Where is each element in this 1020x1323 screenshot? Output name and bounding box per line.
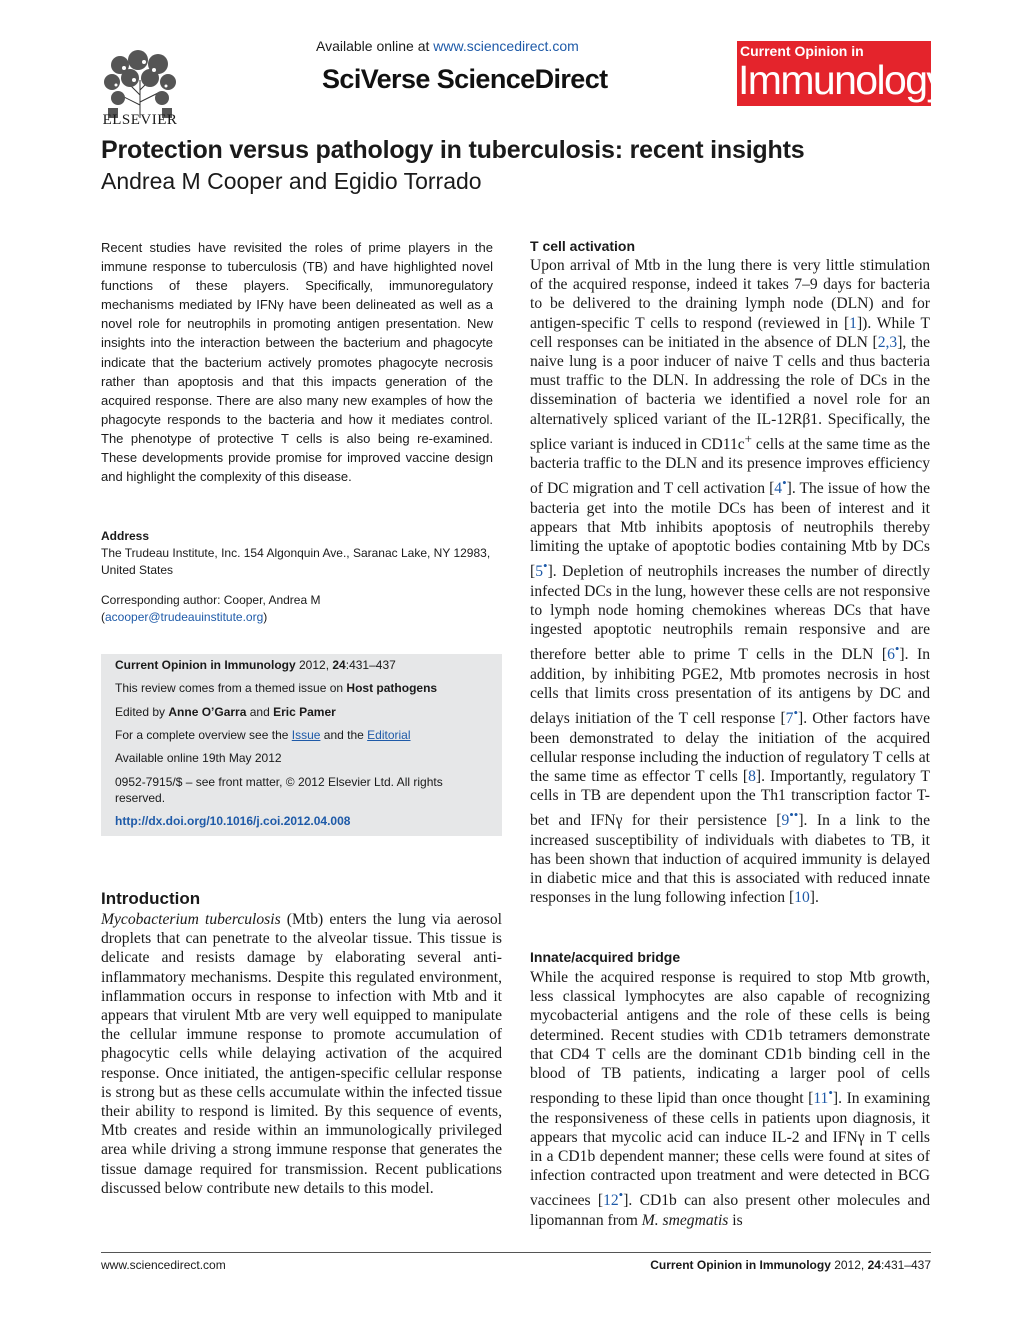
ref-link[interactable]: 9 [781, 812, 790, 830]
ref-link[interactable]: 8 [748, 768, 756, 786]
tcell-text: Upon arrival of Mtb in the lung there is very little stimulation of the acquired response, indeed it takes 7–9 days for bacteria to be delivered to the draining lymph node (DLN) and for antigen-specific T cells to respond (reviewed in [1]). While T cell responses can be initiated in the absence of DLN [2,3], the naive lung is a poor inducer of naive T cells and thus bacteria must traffic to the DLN. In addressing the role of DCs in the dissemination of bacteria we identified a novel role for an alternatively spliced variant of the IL-12Rβ1. Specifically, the splice variant is induced in CD11c+ cells at the same time as the bacteria traffic to the DLN and its presence improves efficiency of DC migration and T cell activation [4•]. The issue of how the bacteria get into the motile DCs has been of interest and it appears that Mtb inhibits apoptosis of neutrophils thereby limiting the uptake of apoptotic bodies containing Mtb by DCs [5•]. Depletion of neutrophils increases the number of directly infected DCs in the lung, however these cells are not responsive to lymph node homing chemokines whereas DCs that have ingested apoptotic neutrophils remain responsive and are therefore better able to prime T cells in the DLN [6•]. In addition, by inhibiting PGE2, Mtb promotes necrosis in host cells that limits cross presentation of its antigens by DC and delays initiation of the T cell response [7•]. Other factors have been demonstrated to delay the initiation of the acquired cellular response including the induction of regulatory T cells at the same time as effector T cells [8]. Importantly, regulatory T cells in TB are dependent upon the Th1 transcription factor T-bet and IFNγ for their persistence [9••]. In a link to the increased susceptibility of individuals with diabetes to TB, it has been shown that induction of acquired immunity is delayed in diabetic mice and that this is associated with reduced innate responses in the lung following infection [10]. [530, 257, 931, 907]
ref-link[interactable]: 6 [887, 646, 895, 664]
available-online: Available online at www.sciencedirect.com [316, 38, 579, 54]
introduction-heading: Introduction [101, 889, 201, 908]
article-authors: Andrea M Cooper and Egidio Torrado [101, 168, 482, 194]
footer-divider [101, 1252, 931, 1253]
journal-banner [737, 41, 946, 106]
tcell-heading: T cell activation [530, 238, 636, 254]
ref-link[interactable]: 10 [794, 889, 810, 907]
overview-line: For a complete overview see the Issue and the Editorial [115, 728, 411, 742]
ref-link[interactable]: 4 [774, 480, 783, 498]
platform-name: SciVerse ScienceDirect [322, 64, 608, 94]
ref-link[interactable]: 7 [785, 710, 794, 728]
author-email-link[interactable]: acooper@trudeauinstitute.org [105, 609, 264, 624]
publisher-name: ELSEVIER [102, 112, 178, 128]
sciencedirect-link[interactable]: www.sciencedirect.com [433, 38, 579, 54]
footer-url: www.sciencedirect.com [101, 1258, 226, 1272]
address-text: The Trudeau Institute, Inc. 154 Algonquin Ave., Saranac Lake, NY 12983, United States [101, 546, 491, 577]
corresponding-label: Corresponding author: Cooper, Andrea M [101, 593, 321, 607]
ref-link[interactable]: 11 [813, 1090, 829, 1108]
journal-series: Current Opinion in [740, 43, 864, 59]
innate-text: While the acquired response is required to stop Mtb growth, less classical lymphocytes are also capable of recognizing mycobacterial antigens and the role of these cells is being determined. Recent studies with CD1b tetramers demonstrate that CD4 T cells are the dominant CD1b binding cell in the blood of TB patients, indicating a larger pool of cells responding to these lipid than once thought [11•]. In examining the responsiveness of these cells in patients upon diagnosis, it appears that mycolic acid can induce IL-2 and IFNγ in T cells in a CD1b dependent manner; these cells were found at sites of infection contracted upon treatment and were detected in BCG vaccinees [12•]. CD1b can also present other molecules and lipomannan from M. smegmatis is [530, 969, 930, 1229]
article-title: Protection versus pathology in tuberculosis: recent insights [101, 136, 805, 164]
themed-issue-line: This review comes from a themed issue on Host pathogens [115, 681, 438, 695]
editors-line: Edited by Anne O’Garra and Eric Pamer [115, 705, 336, 719]
footer-citation: Current Opinion in Immunology 2012, 24:431–437 [650, 1258, 931, 1272]
innate-heading: Innate/acquired bridge [530, 949, 681, 965]
issue-link[interactable]: Issue [291, 728, 321, 742]
ref-link[interactable]: 1 [849, 314, 857, 332]
address-heading: Address [101, 529, 150, 543]
ref-link[interactable]: 12 [603, 1192, 619, 1210]
abstract: Recent studies have revisited the roles of prime players in the immune response to tuberculosis (TB) and have highlighted novel functions of these players. Specifically, immunoregulatory mechanisms mediated by IFNγ have been delineated as well as a novel role for neutrophils in promoting antigen presentation. New insights into the interaction between the bacterium and phagocyte indicate that the bacterium actively promotes phagocyte necrosis rather than apoptosis and that this impacts generation of the acquired response. There are also many new examples of how the phagocyte responds to the bacteria and how it mediates control. The phenotype of protective T cells is also being re-examined. These developments provide promise for improved vaccine design and highlight the complexity of this disease. [101, 240, 493, 485]
ref-link[interactable]: 5 [535, 563, 543, 581]
ref-link[interactable]: 2,3 [877, 333, 898, 351]
article-info-box [101, 654, 502, 836]
doi-link[interactable]: http://dx.doi.org/10.1016/j.coi.2012.04.008 [115, 814, 351, 828]
corresponding-author: Corresponding author: Cooper, Andrea M (acooper@trudeauinstitute.org) [101, 592, 501, 625]
introduction-text: Mycobacterium tuberculosis (Mtb) enters the lung via aerosol droplets that can penetrate to the alveolar tissue. This tissue is delicate and resists damage by elaborating several anti-inflammatory mechanisms. Despite this regulated environment, inflammation occurs in response to infection with Mtb and it appears that virulent Mtb are very well equipped to manipulate the cellular immune response to promote accumulation of phagocytic cells while delaying activation of the acquired response. Once initiated, the antigen-specific cellular response is strong but as these cells accumulate within the infected tissue their ability to respond is limited. By this sequence of events, Mtb creates and reside within an immunologically privileged area while driving a strong immune response that generates the tissue damage required for transmission. Recent publications discussed below contribute new details to this model. [101, 911, 502, 1197]
editorial-link[interactable]: Editorial [367, 728, 411, 742]
rights-line: 0952-7915/$ – see front matter, © 2012 Elsevier Ltd. All rights reserved. [115, 775, 443, 805]
citation-line: Current Opinion in Immunology 2012, 24:431–437 [115, 658, 396, 672]
journal-name: Immunology [738, 57, 946, 103]
available-date: Available online 19th May 2012 [115, 751, 282, 765]
